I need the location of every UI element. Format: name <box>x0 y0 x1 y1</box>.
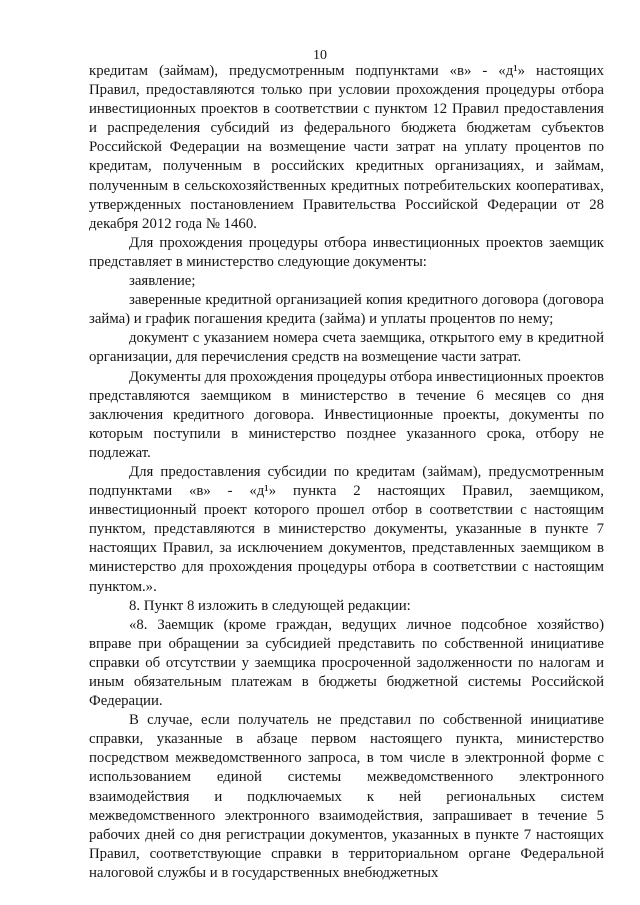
paragraph-application: заявление; <box>129 273 196 290</box>
paragraph-credit-agreement-copy: заверенные кредитной организацией копия кредитного договора (договора займа) и график погашения кредита (займа) и уплаты процентов по нему; <box>89 292 604 328</box>
paragraph-amendment-point-8: 8. Пункт 8 изложить в следующей редакции: <box>129 597 411 614</box>
paragraph-interagency-request: В случае, если получатель не представил по собственной инициативе справки, указанные в абзаце первом настоящего пункта, министерство посредством межведомственного запроса, в том числе в электронной форме с использованием единой системы межведомственного электронного взаимодействия и подключаемых к ней региональных систем межведомственного электронного взаимодействия, запрашивает в течение 5 рабочих дней со дня регистрации документов, указанных в пункте 7 настоящих Правил, соответствующие справки в территориальном органе Федеральной налоговой службы и в государственных внебюджетных <box>89 712 604 881</box>
paragraph-subsidy-documents: Для предоставления субсидии по кредитам (займам), предусмотренным подпунктами «в» - «д¹» пункта 2 настоящих Правил, заемщиком, инвестиционный проект которого прошел отбор в соответствии с настоящим пунктом, представляются в министерство документы, указанные в пункте 7 настоящих Правил, за исключением документов, представленных заемщиком в министерство для прохождения процедуры отбора в соответствии с настоящим пунктом.». <box>89 463 604 595</box>
page-number: 10 <box>313 48 327 63</box>
paragraph-continuation: кредитам (займам), предусмотренным подпунктами «в» - «д¹» настоящих Правил, предоставляются только при условии прохождения процедуры отбора инвестиционных проектов в соответствии с пунктом 12 Правил предоставления и распределения субсидий из федерального бюджета бюджетам субъектов Российской Федерации на возмещение части затрат на уплату процентов по кредитам, полученным в российских кредитных организациях, и займам, полученным в сельскохозяйственных кредитных потребительских кооперативах, утвержденных постановлением Правительства Российской Федерации от 28 декабря 2012 года № 1460. <box>89 63 604 232</box>
paragraph-point-8-text: «8. Заемщик (кроме граждан, ведущих личное подсобное хозяйство) вправе при обращении за субсидией представить по собственной инициативе справки об отсутствии у заемщика просроченной задолженности по налогам и иным обязательным платежам в бюджеты бюджетной системы Российской Федерации. <box>89 616 604 710</box>
paragraph-account-document: документ с указанием номера счета заемщика, открытого ему в кредитной организации, для перечисления средств на возмещение части затрат. <box>89 330 604 366</box>
paragraph-documents-intro: Для прохождения процедуры отбора инвестиционных проектов заемщик представляет в министерство следующие документы: <box>89 234 604 270</box>
paragraph-submission-deadline: Документы для прохождения процедуры отбора инвестиционных проектов представляются заемщиком в министерство в течение 6 месяцев со дня заключения кредитного договора. Инвестиционные проекты, документы по которым поступили в министерство позднее указанного срока, отбору не подлежат. <box>89 368 605 461</box>
document-body <box>89 62 604 883</box>
